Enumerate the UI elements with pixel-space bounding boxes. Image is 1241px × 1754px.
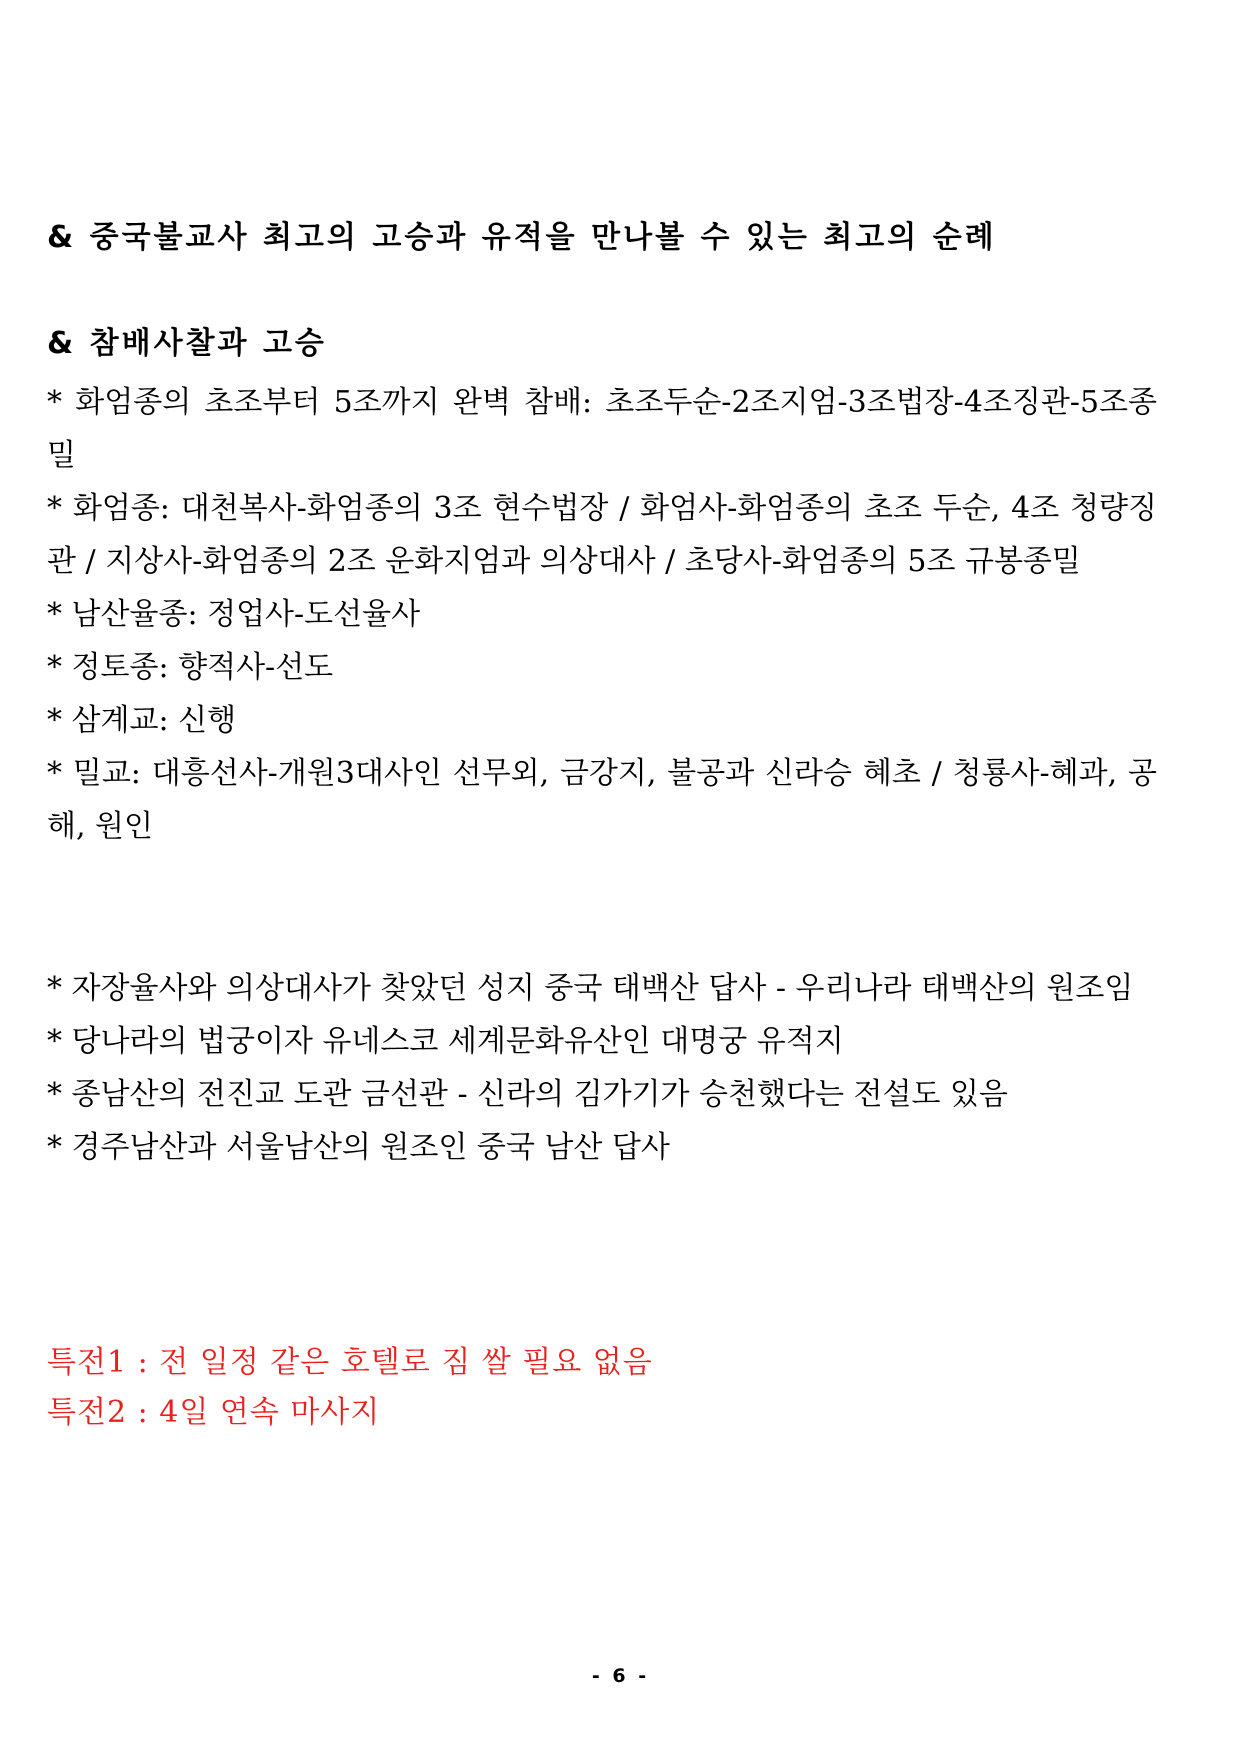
main-heading: & 중국불교사 최고의 고승과 유적을 만나볼 수 있는 최고의 순례 [47,220,997,255]
list-item: * 정토종: 향적사-선도 [47,650,334,685]
perk-item: 특전2 : 4일 연속 마사지 [47,1395,381,1430]
sites-list [47,962,1157,1174]
list-item: * 경주남산과 서울남산의 원조인 중국 남산 답사 [47,1130,670,1165]
list-item: * 삼계교: 신행 [47,703,237,738]
list-item: * 남산율종: 정업사-도선율사 [47,597,421,632]
list-item: * 당나라의 법궁이자 유네스코 세계문화유산인 대명궁 유적지 [47,1024,844,1059]
perks-list [47,1338,653,1438]
temples-heading: & 참배사찰과 고승 [47,326,327,361]
list-item: * 자장율사와 의상대사가 찾았던 성지 중국 태백산 답사 - 우리나라 태백산의 원조임 [47,971,1134,1006]
temples-list [47,376,1157,853]
list-item: * 화엄종: 대천복사-화엄종의 3조 현수법장 / 화엄사-화엄종의 초조 두순, 4조 청량징관 / 지상사-화엄종의 2조 운화지엄과 의상대사 / 초당사-화엄종의 5조 규봉종밀 [47,491,1157,579]
list-item: * 밀교: 대흥선사-개원3대사인 선무외, 금강지, 불공과 신라승 혜초 / 청룡사-혜과, 공해, 원인 [47,756,1157,844]
list-item: * 화엄종의 초조부터 5조까지 완벽 참배: 초조두순-2조지엄-3조법장-4조징관-5조종밀 [47,385,1157,473]
page-number: - 6 - [591,1665,650,1687]
list-item: * 종남산의 전진교 도관 금선관 - 신라의 김가기가 승천했다는 전설도 있음 [47,1077,1008,1112]
perk-item: 특전1 : 전 일정 같은 호텔로 짐 쌀 필요 없음 [47,1345,653,1380]
